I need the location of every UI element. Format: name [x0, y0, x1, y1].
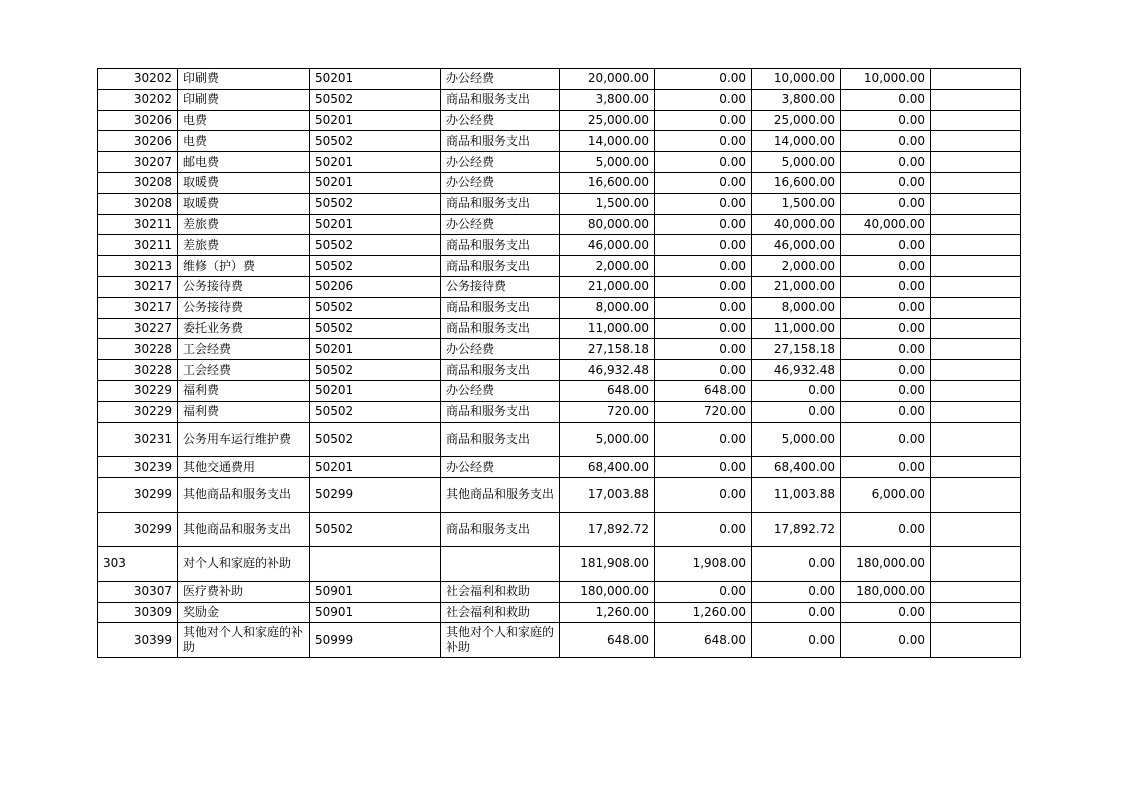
- public-expense-cell: 16,600.00: [752, 172, 841, 193]
- blank-cell: [931, 256, 1021, 277]
- basic-expense-cell: 0.00: [655, 131, 752, 152]
- total-amount-cell: 648.00: [560, 623, 655, 658]
- total-amount-cell: 181,908.00: [560, 547, 655, 582]
- subject-code-cell: 30307: [98, 581, 178, 602]
- project-expense-cell: 0.00: [841, 318, 931, 339]
- econ-name-cell: 公务接待费: [441, 276, 560, 297]
- subject-name-cell: 其他商品和服务支出: [178, 512, 310, 547]
- blank-cell: [931, 547, 1021, 582]
- econ-code-cell: 50901: [310, 602, 441, 623]
- table-row: [98, 401, 1021, 422]
- blank-cell: [931, 422, 1021, 457]
- blank-cell: [931, 297, 1021, 318]
- total-amount-cell: 5,000.00: [560, 152, 655, 173]
- econ-code-cell: 50502: [310, 297, 441, 318]
- table-row: [98, 623, 1021, 658]
- basic-expense-cell: 1,260.00: [655, 602, 752, 623]
- basic-expense-cell: 0.00: [655, 360, 752, 381]
- subject-name-cell: 维修（护）费: [178, 256, 310, 277]
- subject-code-cell: 30231: [98, 422, 178, 457]
- total-amount-cell: 27,158.18: [560, 339, 655, 360]
- table-row: [98, 110, 1021, 131]
- public-expense-cell: 0.00: [752, 547, 841, 582]
- blank-cell: [931, 602, 1021, 623]
- project-expense-cell: 0.00: [841, 172, 931, 193]
- total-amount-cell: 21,000.00: [560, 276, 655, 297]
- project-expense-cell: 0.00: [841, 235, 931, 256]
- blank-cell: [931, 235, 1021, 256]
- public-expense-cell: 0.00: [752, 380, 841, 401]
- blank-cell: [931, 457, 1021, 478]
- table-row: [98, 214, 1021, 235]
- table-row: [98, 422, 1021, 457]
- econ-code-cell: 50201: [310, 457, 441, 478]
- subject-code-cell: 30399: [98, 623, 178, 658]
- basic-expense-cell: 0.00: [655, 477, 752, 512]
- blank-cell: [931, 318, 1021, 339]
- basic-expense-cell: 0.00: [655, 110, 752, 131]
- basic-expense-cell: 648.00: [655, 380, 752, 401]
- project-expense-cell: 10,000.00: [841, 69, 931, 90]
- subject-code-cell: 30206: [98, 131, 178, 152]
- econ-code-cell: 50201: [310, 380, 441, 401]
- blank-cell: [931, 581, 1021, 602]
- blank-cell: [931, 512, 1021, 547]
- subject-name-cell: 公务接待费: [178, 297, 310, 318]
- subject-name-cell: 邮电费: [178, 152, 310, 173]
- blank-cell: [931, 152, 1021, 173]
- subject-code-cell: 30208: [98, 193, 178, 214]
- project-expense-cell: 6,000.00: [841, 477, 931, 512]
- subject-code-cell: 30228: [98, 339, 178, 360]
- total-amount-cell: 1,260.00: [560, 602, 655, 623]
- econ-code-cell: [310, 547, 441, 582]
- basic-expense-cell: 648.00: [655, 623, 752, 658]
- subject-name-cell: 取暖费: [178, 193, 310, 214]
- econ-name-cell: 办公经费: [441, 110, 560, 131]
- econ-name-cell: 商品和服务支出: [441, 256, 560, 277]
- blank-cell: [931, 360, 1021, 381]
- public-expense-cell: 11,000.00: [752, 318, 841, 339]
- blank-cell: [931, 110, 1021, 131]
- table-row: [98, 193, 1021, 214]
- project-expense-cell: 0.00: [841, 131, 931, 152]
- total-amount-cell: 46,932.48: [560, 360, 655, 381]
- subject-code-cell: 30217: [98, 297, 178, 318]
- total-amount-cell: 648.00: [560, 380, 655, 401]
- econ-name-cell: 其他商品和服务支出: [441, 477, 560, 512]
- public-expense-cell: 17,892.72: [752, 512, 841, 547]
- econ-name-cell: 商品和服务支出: [441, 297, 560, 318]
- public-expense-cell: 5,000.00: [752, 152, 841, 173]
- subject-code-cell: 30227: [98, 318, 178, 339]
- table-row: [98, 360, 1021, 381]
- public-expense-cell: 40,000.00: [752, 214, 841, 235]
- project-expense-cell: 0.00: [841, 193, 931, 214]
- project-expense-cell: 0.00: [841, 602, 931, 623]
- subject-name-cell: 印刷费: [178, 69, 310, 90]
- basic-expense-cell: 0.00: [655, 276, 752, 297]
- econ-name-cell: 商品和服务支出: [441, 422, 560, 457]
- subject-name-cell: 其他对个人和家庭的补助: [178, 623, 310, 658]
- basic-expense-cell: 0.00: [655, 235, 752, 256]
- subject-code-cell: 30309: [98, 602, 178, 623]
- blank-cell: [931, 193, 1021, 214]
- basic-expense-cell: 0.00: [655, 339, 752, 360]
- table-body: [98, 69, 1021, 658]
- econ-code-cell: 50206: [310, 276, 441, 297]
- econ-name-cell: 办公经费: [441, 69, 560, 90]
- econ-code-cell: 50901: [310, 581, 441, 602]
- project-expense-cell: 0.00: [841, 152, 931, 173]
- public-expense-cell: 8,000.00: [752, 297, 841, 318]
- basic-expense-cell: 0.00: [655, 297, 752, 318]
- econ-code-cell: 50502: [310, 422, 441, 457]
- blank-cell: [931, 477, 1021, 512]
- total-amount-cell: 11,000.00: [560, 318, 655, 339]
- econ-name-cell: 办公经费: [441, 172, 560, 193]
- table-row: [98, 339, 1021, 360]
- econ-code-cell: 50502: [310, 89, 441, 110]
- public-expense-cell: 46,932.48: [752, 360, 841, 381]
- econ-name-cell: 办公经费: [441, 339, 560, 360]
- total-amount-cell: 46,000.00: [560, 235, 655, 256]
- public-expense-cell: 0.00: [752, 602, 841, 623]
- subject-name-cell: 对个人和家庭的补助: [178, 547, 310, 582]
- table-row: [98, 581, 1021, 602]
- subject-name-cell: 其他商品和服务支出: [178, 477, 310, 512]
- econ-name-cell: 办公经费: [441, 380, 560, 401]
- econ-name-cell: 其他对个人和家庭的补助: [441, 623, 560, 658]
- table-row: [98, 131, 1021, 152]
- public-expense-cell: 25,000.00: [752, 110, 841, 131]
- subject-code-cell: 30239: [98, 457, 178, 478]
- subject-code-cell: 30202: [98, 69, 178, 90]
- subject-code-cell: 30213: [98, 256, 178, 277]
- econ-name-cell: 商品和服务支出: [441, 89, 560, 110]
- total-amount-cell: 80,000.00: [560, 214, 655, 235]
- econ-name-cell: 商品和服务支出: [441, 401, 560, 422]
- public-expense-cell: 0.00: [752, 623, 841, 658]
- econ-code-cell: 50201: [310, 172, 441, 193]
- subject-name-cell: 公务用车运行维护费: [178, 422, 310, 457]
- subject-code-cell: 30202: [98, 89, 178, 110]
- econ-name-cell: [441, 547, 560, 582]
- table-row: [98, 477, 1021, 512]
- subject-name-cell: 工会经费: [178, 360, 310, 381]
- econ-name-cell: 商品和服务支出: [441, 512, 560, 547]
- project-expense-cell: 0.00: [841, 360, 931, 381]
- project-expense-cell: 0.00: [841, 401, 931, 422]
- econ-code-cell: 50502: [310, 131, 441, 152]
- project-expense-cell: 0.00: [841, 276, 931, 297]
- table-row: [98, 512, 1021, 547]
- blank-cell: [931, 623, 1021, 658]
- econ-name-cell: 办公经费: [441, 457, 560, 478]
- blank-cell: [931, 276, 1021, 297]
- subject-code-cell: 30229: [98, 380, 178, 401]
- subject-name-cell: 电费: [178, 110, 310, 131]
- project-expense-cell: 180,000.00: [841, 581, 931, 602]
- econ-code-cell: 50201: [310, 339, 441, 360]
- project-expense-cell: 0.00: [841, 256, 931, 277]
- table-row: [98, 152, 1021, 173]
- subject-code-cell: 30208: [98, 172, 178, 193]
- table-row: [98, 276, 1021, 297]
- econ-code-cell: 50502: [310, 360, 441, 381]
- econ-code-cell: 50502: [310, 401, 441, 422]
- total-amount-cell: 20,000.00: [560, 69, 655, 90]
- public-expense-cell: 1,500.00: [752, 193, 841, 214]
- basic-expense-cell: 720.00: [655, 401, 752, 422]
- econ-code-cell: 50502: [310, 256, 441, 277]
- total-amount-cell: 68,400.00: [560, 457, 655, 478]
- subject-name-cell: 公务接待费: [178, 276, 310, 297]
- econ-code-cell: 50502: [310, 512, 441, 547]
- public-expense-cell: 46,000.00: [752, 235, 841, 256]
- basic-expense-cell: 0.00: [655, 256, 752, 277]
- subject-name-cell: 医疗费补助: [178, 581, 310, 602]
- budget-expenditure-table: [97, 68, 1021, 658]
- econ-name-cell: 商品和服务支出: [441, 235, 560, 256]
- subject-name-cell: 委托业务费: [178, 318, 310, 339]
- blank-cell: [931, 339, 1021, 360]
- total-amount-cell: 8,000.00: [560, 297, 655, 318]
- subject-code-cell: 30207: [98, 152, 178, 173]
- blank-cell: [931, 380, 1021, 401]
- project-expense-cell: 0.00: [841, 339, 931, 360]
- econ-name-cell: 社会福利和救助: [441, 602, 560, 623]
- total-amount-cell: 5,000.00: [560, 422, 655, 457]
- basic-expense-cell: 0.00: [655, 318, 752, 339]
- project-expense-cell: 0.00: [841, 623, 931, 658]
- project-expense-cell: 0.00: [841, 512, 931, 547]
- table-row: [98, 297, 1021, 318]
- econ-name-cell: 办公经费: [441, 214, 560, 235]
- subject-name-cell: 福利费: [178, 401, 310, 422]
- public-expense-cell: 21,000.00: [752, 276, 841, 297]
- project-expense-cell: 0.00: [841, 380, 931, 401]
- budget-table-sheet: [97, 68, 1021, 658]
- basic-expense-cell: 1,908.00: [655, 547, 752, 582]
- public-expense-cell: 10,000.00: [752, 69, 841, 90]
- subject-name-cell: 印刷费: [178, 89, 310, 110]
- econ-name-cell: 社会福利和救助: [441, 581, 560, 602]
- project-expense-cell: 0.00: [841, 422, 931, 457]
- blank-cell: [931, 214, 1021, 235]
- econ-name-cell: 商品和服务支出: [441, 193, 560, 214]
- basic-expense-cell: 0.00: [655, 89, 752, 110]
- basic-expense-cell: 0.00: [655, 581, 752, 602]
- total-amount-cell: 720.00: [560, 401, 655, 422]
- subject-name-cell: 差旅费: [178, 214, 310, 235]
- project-expense-cell: 0.00: [841, 457, 931, 478]
- econ-code-cell: 50201: [310, 110, 441, 131]
- subject-name-cell: 工会经费: [178, 339, 310, 360]
- basic-expense-cell: 0.00: [655, 457, 752, 478]
- project-expense-cell: 0.00: [841, 89, 931, 110]
- total-amount-cell: 25,000.00: [560, 110, 655, 131]
- econ-code-cell: 50999: [310, 623, 441, 658]
- total-amount-cell: 17,003.88: [560, 477, 655, 512]
- blank-cell: [931, 131, 1021, 152]
- public-expense-cell: 11,003.88: [752, 477, 841, 512]
- blank-cell: [931, 401, 1021, 422]
- total-amount-cell: 16,600.00: [560, 172, 655, 193]
- econ-name-cell: 商品和服务支出: [441, 360, 560, 381]
- subject-code-cell: 30211: [98, 214, 178, 235]
- basic-expense-cell: 0.00: [655, 152, 752, 173]
- subject-code-cell: 30217: [98, 276, 178, 297]
- subject-name-cell: 奖励金: [178, 602, 310, 623]
- total-amount-cell: 1,500.00: [560, 193, 655, 214]
- project-expense-cell: 180,000.00: [841, 547, 931, 582]
- basic-expense-cell: 0.00: [655, 214, 752, 235]
- econ-code-cell: 50201: [310, 152, 441, 173]
- subject-name-cell: 其他交通费用: [178, 457, 310, 478]
- table-row: [98, 318, 1021, 339]
- subject-code-cell: 30211: [98, 235, 178, 256]
- econ-code-cell: 50502: [310, 193, 441, 214]
- table-row: [98, 457, 1021, 478]
- basic-expense-cell: 0.00: [655, 193, 752, 214]
- econ-code-cell: 50201: [310, 69, 441, 90]
- table-row: [98, 172, 1021, 193]
- total-amount-cell: 180,000.00: [560, 581, 655, 602]
- public-expense-cell: 27,158.18: [752, 339, 841, 360]
- subject-name-cell: 差旅费: [178, 235, 310, 256]
- table-row: [98, 256, 1021, 277]
- public-expense-cell: 0.00: [752, 401, 841, 422]
- total-amount-cell: 17,892.72: [560, 512, 655, 547]
- total-amount-cell: 14,000.00: [560, 131, 655, 152]
- total-amount-cell: 2,000.00: [560, 256, 655, 277]
- econ-name-cell: 商品和服务支出: [441, 318, 560, 339]
- public-expense-cell: 2,000.00: [752, 256, 841, 277]
- public-expense-cell: 14,000.00: [752, 131, 841, 152]
- basic-expense-cell: 0.00: [655, 172, 752, 193]
- project-expense-cell: 40,000.00: [841, 214, 931, 235]
- subject-name-cell: 取暖费: [178, 172, 310, 193]
- subject-code-cell: 30299: [98, 512, 178, 547]
- table-row: [98, 89, 1021, 110]
- public-expense-cell: 68,400.00: [752, 457, 841, 478]
- public-expense-cell: 0.00: [752, 581, 841, 602]
- subject-code-cell: 30299: [98, 477, 178, 512]
- econ-code-cell: 50502: [310, 318, 441, 339]
- econ-code-cell: 50201: [310, 214, 441, 235]
- subject-name-cell: 福利费: [178, 380, 310, 401]
- basic-expense-cell: 0.00: [655, 69, 752, 90]
- econ-code-cell: 50502: [310, 235, 441, 256]
- table-row: [98, 69, 1021, 90]
- subject-code-cell: 303: [98, 547, 178, 582]
- public-expense-cell: 3,800.00: [752, 89, 841, 110]
- blank-cell: [931, 69, 1021, 90]
- table-row: [98, 547, 1021, 582]
- total-amount-cell: 3,800.00: [560, 89, 655, 110]
- project-expense-cell: 0.00: [841, 110, 931, 131]
- subject-name-cell: 电费: [178, 131, 310, 152]
- table-row: [98, 235, 1021, 256]
- econ-name-cell: 商品和服务支出: [441, 131, 560, 152]
- econ-code-cell: 50299: [310, 477, 441, 512]
- project-expense-cell: 0.00: [841, 297, 931, 318]
- blank-cell: [931, 172, 1021, 193]
- subject-code-cell: 30229: [98, 401, 178, 422]
- subject-code-cell: 30206: [98, 110, 178, 131]
- table-row: [98, 380, 1021, 401]
- public-expense-cell: 5,000.00: [752, 422, 841, 457]
- basic-expense-cell: 0.00: [655, 422, 752, 457]
- blank-cell: [931, 89, 1021, 110]
- econ-name-cell: 办公经费: [441, 152, 560, 173]
- table-row: [98, 602, 1021, 623]
- subject-code-cell: 30228: [98, 360, 178, 381]
- basic-expense-cell: 0.00: [655, 512, 752, 547]
